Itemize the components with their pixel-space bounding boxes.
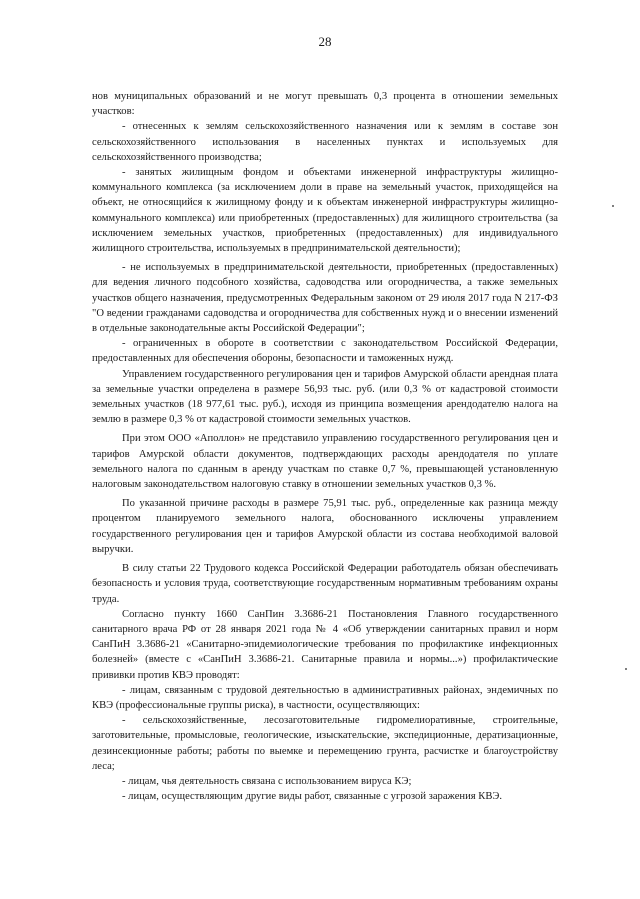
list-item-agricultural-land: - отнесенных к землям сельскохозяйственного назначения или к землям в составе зон сельскохозяйственного использования в населенных пунктах и используемых для сельскохозяйственного производства; <box>92 121 558 163</box>
page-number: 28 <box>318 34 332 49</box>
list-item-endemic-workers: - лицам, связанным с трудовой деятельностью в административных районах, эндемичных по КВЭ (профессиональные группы риска), в частности, осуществляющих: <box>92 684 558 711</box>
scan-speck <box>612 205 614 207</box>
list-item-work-types: - сельскохозяйственные, лесозаготовительные гидромелиоративные, строительные, заготовительные, промысловые, геологические, изыскательские, экспедиционные, дератизационные, дезинсекционные работы; работы по выемке и перемещению грунта, расчистке и благоустройству леса; <box>92 715 558 772</box>
paragraph-labor-code: В силу статьи 22 Трудового кодекса Российской Федерации работодатель обязан обеспечивать безопасность и условия труда, соответствующие государственным нормативным требованиям охраны труда. <box>92 563 558 605</box>
list-item-garden-land: - не используемых в предпринимательской деятельности, приобретенных (предоставленных) для ведения личного подсобного хозяйства, садоводства или огородничества, а также земельных участков общего назначения, предусмотренных Федеральным законом от 29 июля 2017 года N 217-ФЗ "О ведении гражданами садоводства и огородничества для собственных нужд и о внесении изменений в отдельные законодательные акты Российской Федерации"; <box>92 262 558 335</box>
list-item-virus-workers: - лицам, чья деятельность связана с использованием вируса КЭ; <box>122 775 412 787</box>
paragraph-apollon-documents: При этом ООО «Аполлон» не представило управлению государственного регулирования цен и тарифов Амурской области документов, подтверждающих расходы арендодателя по уплате земельного налога по сданным в аренду участкам по ставке 0,7 %, превышающей установленную налоговым законодательством налоговую ставку в отношении земельных участков 0,3 %. <box>92 433 558 491</box>
list-item-housing-land: - занятых жилищным фондом и объектами инженерной инфраструктуры жилищно-коммунального комплекса (за исключением доли в праве на земельный участок, приходящейся на объект, не относящийся к жилищному фонду и к объектам инженерной инфраструктуры жилищно-коммунального комплекса) или приобретенных (предоставленных) для жилищного строительства (за исключением земельных участков, приобретенных (предоставленных) для индивидуального жилищного строительства, используемых в предпринимательской деятельности); <box>92 167 558 255</box>
document-body <box>92 89 558 804</box>
list-item-other-workers: - лицам, осуществляющим другие виды работ, связанные с угрозой заражения КВЭ. <box>122 791 503 803</box>
paragraph-excluded-expenses: По указанной причине расходы в размере 75,91 тыс. руб., определенные как разница между процентом планируемого земельного налога, обоснованного исключены управлением государственного регулирования цен и тарифов Амурской области из состава необходимой валовой выручки. <box>92 498 558 555</box>
list-item-restricted-land: - ограниченных в обороте в соответствии с законодательством Российской Федерации, предоставленных для обеспечения обороны, безопасности и таможенных нужд. <box>92 338 558 365</box>
paragraph-continuation: нов муниципальных образований и не могут превышать 0,3 процента в отношении земельных участков: <box>92 91 558 118</box>
paragraph-sanpin: Согласно пункту 1660 СанПин 3.3686-21 Постановления Главного государственного санитарного врача РФ от 28 января 2021 года № 4 «Об утверждении санитарных правил и норм СанПиН 3.3686-21 «Санитарно-эпидемиологические требования по профилактике инфекционных болезней» (вместе с «СанПиН 3.3686-21. Санитарные правила и нормы...») профилактические прививки против КВЭ проводят: <box>92 608 558 681</box>
scan-speck <box>625 668 627 670</box>
paragraph-rent-determination: Управлением государственного регулирования цен и тарифов Амурской области арендная плата за земельные участки определена в размере 56,93 тыс. руб. (или 0,3 % от кадастровой стоимости земельных участков (18 977,61 тыс. руб.), исходя из принципа возмещения арендодателю налога на землю в размере 0,3 % от кадастровой стоимости земельных участков. <box>92 368 558 426</box>
